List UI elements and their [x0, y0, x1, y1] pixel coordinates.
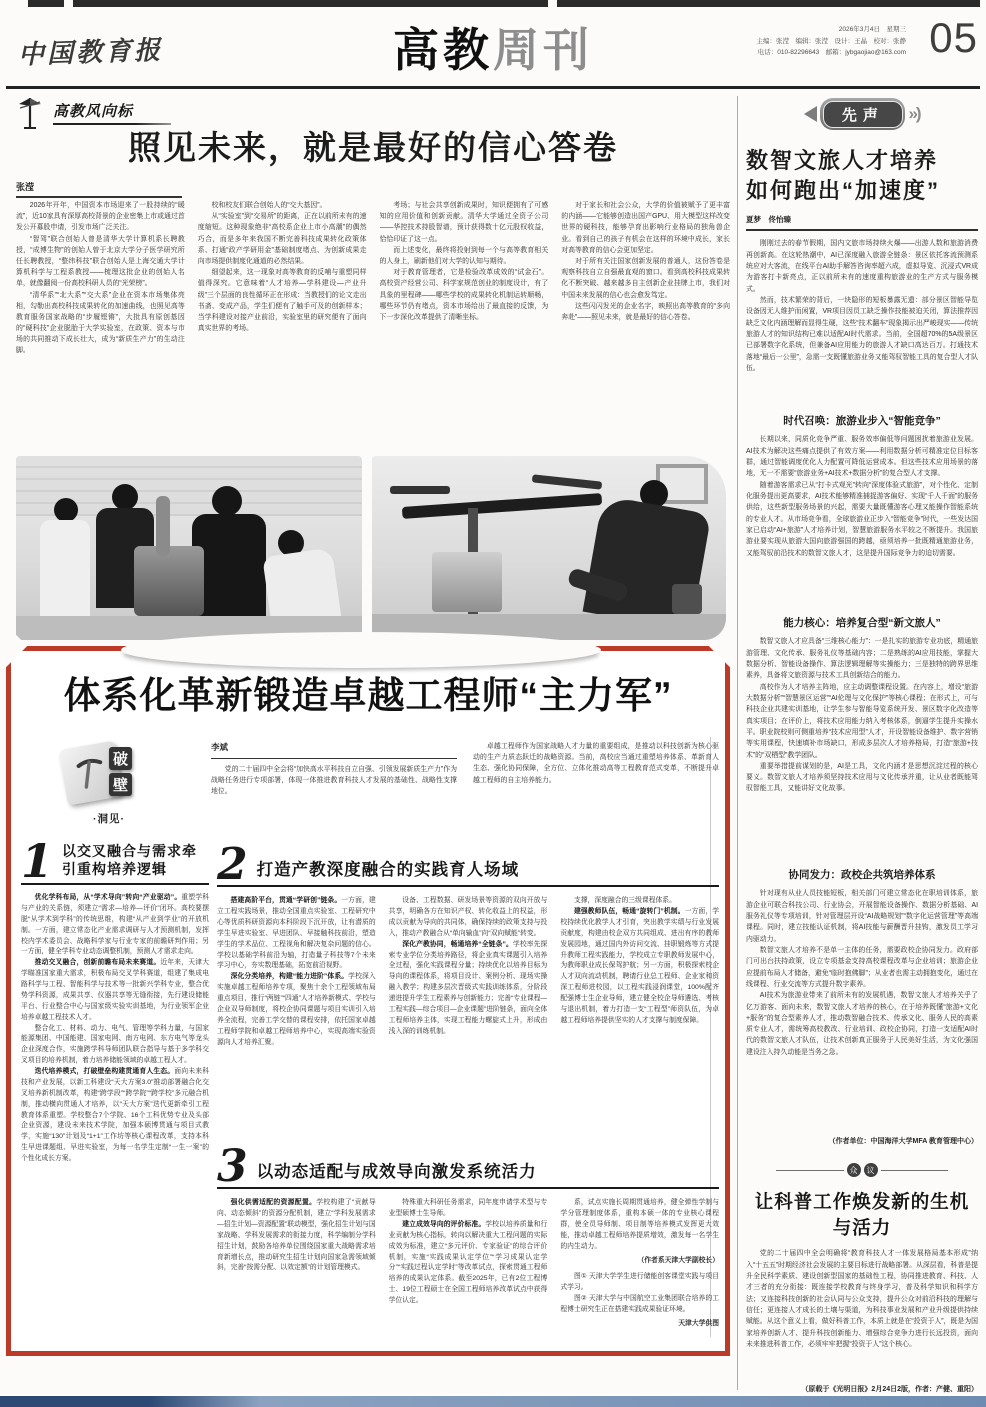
photo-equipment	[672, 584, 702, 614]
badge-label: 先声	[823, 101, 903, 128]
photo-equipment	[134, 546, 204, 616]
section-3-col-1: 强化供需适配的资源配置。学校构建了“贡献导向、动态倾斜”的资源分配机制，建立“学科发展需求—招生计划—资源配置”联动模型，强化招生计划与国家战略、学科发展需求的衔接力度，科学编制分学科招生计划，鼓励各培养单位围绕国家重大战略需求培育新增长点，推动研究生招生计划向国家急需领域倾斜，完善“按需分配、以效定额”的计划管理模式。	[217, 1199, 376, 1272]
divider-line	[776, 1170, 844, 1171]
xiansheng-badge	[746, 98, 978, 130]
badge-subtitle: ·洞见·	[93, 813, 125, 825]
section-3-columns	[217, 1198, 719, 1348]
photo-figure	[112, 484, 138, 510]
photo-figure	[54, 498, 78, 522]
feature-headline: 照见未来，就是最好的信心答卷	[128, 129, 618, 166]
section-1-heading	[21, 834, 209, 889]
sidebar-divider	[737, 96, 738, 1390]
newspaper-logo: 中国教育报	[17, 35, 164, 71]
feature-byline: 张滢	[16, 180, 182, 198]
section-3-heading	[217, 1141, 719, 1192]
sidebar-subhead-3: 协同发力：政校企共筑培养体系	[788, 869, 936, 882]
badge-characters	[109, 747, 132, 796]
weekly-title-main: 高教	[393, 24, 493, 76]
rule-gap	[548, 0, 557, 7]
divider-medallion: 众	[847, 1163, 861, 1177]
highlighted-article-box	[6, 646, 730, 1356]
sidebar-headline-line1: 数智文旅人才培养	[746, 148, 939, 173]
closing-paragraph: 系，试点实施长周期贯通培养，健全弹性学制与学分管理制度体系，重构本硕一体的专业核心课程群，使全员导师制、项目制等培养模式发挥更大效能，推动卓越工程师培养提质增效，激发每一名学生的内生动力。	[560, 1199, 719, 1250]
sidebar-section-2: 数智文旅人才应具备“三维核心能力”：一是扎实的旅游专业功底，精通旅游管理、文化传承、服务礼仪等基础内容；二是熟练的AI应用技能，掌握大数据分析、智能设备操作、算法逻辑理解等实操能力；三是独特的跨界思维素养，具备将文旅资源与技术工具创新结合的能力。 高校作为人才培养主阵地，应主动调整课程设置。在内容上，增设“旅游大数据分析”“智慧景区运营”“AI伦理与文化保护”等核心课程；在形式上，可与科技企业共建实训基地，让学生参与智能导览系统开发、景区数字化改造等真实项目；在评价上，将技术应用能力纳入考核体系，倒逼学生提升实操水平。职业院校则可侧重培养“技术应用型”人才，开设智能设备维护、数字营销等实用课程，快速填补市场缺口，形成多层次人才培养格局，打造“旅游+技术”的“双栖型”教学团队。 重要举措提前谋划的是，AI是工具，文化内涵才是思想沉淀过程的核心要义。数智文旅人才培养须坚持技术应用与文化传承并重，让从业者既能驾驭智能工具，又能讲好文化故事。	[746, 638, 978, 793]
badge-capsule	[820, 98, 905, 130]
contact-line: 电话：010-82296643 邮箱：jybgaojiao@163.com	[757, 49, 906, 57]
photo-rotor	[532, 474, 602, 489]
section-1	[21, 834, 209, 1371]
powall-badge	[57, 745, 161, 826]
bottom-bar	[0, 1394, 986, 1407]
sidebar-intro: 刚刚过去的春节假期，国内文旅市场持续火爆——出游人数和旅游消费再创新高。在这轮热潮中，AI已深度融入旅游全链条：景区依托客流预测系统应对大客流，在线平台AI助手解答咨询率超六成，虚拟导览、沉浸式VR成为游客打卡新亮点，正以前所未有的速度重构旅游业的生产方式与服务模式。 然而，技术繁荣的背后，一块隐形的短板暴露无遗：部分景区智能导览设备因无人维护而闲置，VR项目因员工缺乏操作技能被迫关闭，算法推荐因缺乏文化内涵理解而显得生硬，这些“技术翻车”现象揭示出严峻现实——传统旅游人才的知识结构已难以适配AI时代需求。当前，全国超70%的5A级景区已部署数字化系统，但兼备AI应用能力的旅游人才缺口高达百万。打通技术落地“最后一公里”，急需一支既懂旅游业务又能驾驭智能工具的复合型人才队伍。	[746, 240, 978, 372]
section-number: 1	[21, 834, 54, 889]
section-3	[217, 1141, 719, 1348]
speaker-icon	[804, 106, 817, 122]
intro-paragraph: 卓越工程师作为国家战略人才力量的重要组成，是推动以科技创新为核心驱动的生产力质态跃迁的战略资源。当前，高校应当通过重塑培养体系、革新育人生态、强化协同保障，全方位、立体化推动高等工程教育范式变革，不断提升卓越工程师的自主培养能力。	[473, 743, 719, 784]
section-number: 3	[217, 1141, 248, 1192]
divider-medallion: 议	[864, 1163, 878, 1177]
sidebar-section-1: 长期以来，同质化竞争严重、服务效率偏低等问题困扰着旅游业发展。AI技术为解决这些痛点提供了有效方案——利用数据分析可精准定位目标客群，通过智能调度优化人力配置可降低运营成本。但这些技术应用场景的落地，无一不需要“旅游业务+AI技术+数据分析”的复合型人才支撑。 随着游客需求已从“打卡式观光”转向“深度体验式旅游”，对个性化、定制化服务提出更高要求，AI技术能够精准捕捉游客偏好、实现“千人千面”的服务供给，这些新型服务场景的兴起，需要大量既懂游客心理又能操作智能系统的专业人才。从市场竞争看，全球旅游业正步入“智能竞争”时代，一些发达国家已启动“AI+旅游”人才培养计划，智慧旅游服务水平较之不断提升。我国旅游业要实现从旅游大国向旅游强国的跨越，亟须培养一批既精通旅游业务，又能驾驭前沿技术的数智文旅人才，这是提升国际竞争力的迫切需要。	[746, 436, 978, 557]
photo-credit: 天津大学供图	[678, 1319, 719, 1327]
pickaxe-icon	[71, 753, 110, 792]
masthead-info	[757, 24, 907, 59]
intro-paragraph: 党的二十届四中全会将“加快高水平科技自立自强、引领发展新质生产力”作为战略任务进行专项部署，体现一体推进教育科技人才发展的基础性、战略性支撑地位。	[211, 765, 457, 796]
section-2-col-1: 搭建高阶平台，贯通“学研创”链条。一方面，建立工程实践场景，推动全国重点实验室、工程研究中心等优质科研资源向本科阶段下沉开放，让有潜质的学生早进实验室、早进团队、早接触科技前沿，塑造学生的学术品位、工程视角和解决复杂问题的信心。学校以基础学科前沿为轴，打造量子科技等7个未来学习中心，夯实数理基础，拓宽前沿视野。 深化分类培养，构建“能力进阶”体系。学校深入实施卓越工程师培养专项，聚焦十余个工程领域布局重点项目，推行“两链”“四通”人才培养新模式、学校与企业双导师制度，将校企协同课题与项目实训引入培养全流程，完善工学交替的课程安排，依托国家卓越工程师学院和卓越工程师培养中心，实现高端实验资源向人才培养汇聚。	[217, 897, 376, 1046]
sidebar-headline	[746, 146, 978, 205]
section-title: 以动态适配与成效导向激发系统活力	[256, 1163, 537, 1182]
photo-drone-workshop	[372, 456, 726, 640]
section-2-heading	[217, 839, 719, 890]
photo-drone-arm	[402, 493, 602, 519]
main-article-headline: 体系化革新锻造卓越工程师“主力军”	[63, 675, 673, 716]
feature-column-1: 2026年开年，中国资本市场迎来了一股持续的“暖流”，近10家具有深厚高校背景的企业密集上市或通过首发公开募股申请，引发市场广泛关注。 “智驾”联合创始人曾是清华大学计算机系长聘教授，“成博生物”的创始人曾于北京大学分子医学研究所任长聘教授，“整纬科技”联合创始人是上海交通大学计算机科学与工程系教授——梳理这批企业的创始人名单，就像翻阅一份高校科研人员的“光荣榜”。 “清华系”“北大系”“交大系”企业在资本市场集体亮相，勾勒出高校科技成果转化的加速曲线，也照见高等教育服务国家战略的“步履铿锵”，大批具有原创基因的“硬科技”企业脱胎于大学实验室，在政策、资本与市场的共同推动下成长壮大，成为“新质生产力”的生动注脚。	[16, 202, 185, 355]
section-2-col-2: 设备、工程数据、研发场景等资源的双向开放与共享，明确各方在知识产权、转化收益上的权益，形成以贡献为导向的共同体，确保持续的政策支持与投入，推动产教融合从“单向输血”向“双向赋能”转变。 深化产教协同，畅通培养“全链条”。学校率先探索专业学位分类培养路径，将企业真实课题引入培养全过程，强化实践课程分量；持续优化以培养目标为导向的课程体系，将项目设计、案例分析、现场实操融入教学；构建多层次晋级式实践训练体系，分阶段递进提升学生工程素养与创新能力；完善“专业课程—工程实践—综合项目—企业课题”进阶链条，面向全体工程师培养主体，实现工程能力螺旋式上升，形成由浅入深的训练机制。	[388, 897, 548, 1035]
sound-waves-icon: »)	[908, 104, 920, 123]
section-2	[217, 839, 719, 1158]
section-title: 以交叉融合与需求牵引重构培养逻辑	[62, 843, 198, 877]
feature-column-4: 对于家长和社会公众，大学的价值被赋予了更丰富的内涵——它能够创造出国产GPU、用大模型这样改变世界的硬科技，能够孕育出影响行业格局的独角兽企业。看到自己的孩子有机会在这样的环境中成长，家长对高等教育的信心会更加坚定。 对于所有关注国家创新发展的普通人，这份答卷是观察科技自立自强最直观的窗口。看到高校科技成果转化不断突破、越来越多自主创新企业挂牌上市，我们对中国未来发展的信心也会愈发笃定。 这些闪闪发光的企业名字，映照出高等教育的“多向奔赴”——照见未来，就是最好的信心答卷。	[561, 202, 730, 321]
section-1-body: 优化学科布局，从“学术导向”转向“产业驱动”。重塑学科与产业的关系链，须建立“需求—培养—评价”闭环。高校要摆脱“从学术到学科”的传统思维，构建“从产业到学业”的开放机制。一方面，建立常态化产业需求调研与人才预测机制，发挥校内学术委员会、战略科学家与行业专家的前瞻研判作用；另一方面，健全学科专业动态调整机制，预测人才需求走向。 推动交叉融合，创新前瞻布局未来赛道。近年来，天津大学瞄准国家重大需求，积极布局交叉学科赛道，组建了集成电路科学与工程、智能科学与技术等一批新兴学科专业，整合优势学科资源，成果共享、仪器共享等无缝衔接，先行建设储能平台、行业整合中心与国家级实验实训基地，为行业领军企业培养卓越工程技术人才。 整合化工、材料、动力、电气、管理等学科力量，与国家能源集团、中国能建、国家电网、南方电网、东方电气等龙头企业深度合作，实施跨学科导师团队联合指导与基于多学科交叉项目的培养机制，着力培养储能领域的卓越工程人才。 迭代培养模式，打破壁垒构建贯通育人生态。面向未来科技和产业发展，以新工科建设“天大方案3.0”推动部署融合化交叉培养新机制改革，构建“跨学段”“跨学院”“跨学校”多元融合机制，推动横向贯通人才培养，以“天大方案”迭代更新牵引工程教育体系重塑。学校整合7个学院、16个工科优势专业及头部企业资源，建设未来技术学院，加强本硕博贯通与项目式教学，实施“130”计划及“1+1”工作坊等核心课程改革，支持本科生早进课题组、早进实验室，为每一名学生定制“一生一案”的个性化成长方案。	[21, 894, 209, 1162]
sidebar-subhead-1: 时代召唤：旅游业步入“智能竞争”	[783, 415, 941, 428]
page-number: 05	[929, 14, 978, 61]
photo-printer	[432, 552, 502, 612]
date-line: 2026年3月4日 星期三	[838, 26, 906, 33]
bottom-article-headline: 让科普工作焕发新的生机与活力	[754, 1191, 970, 1239]
intro-right-column	[473, 741, 719, 797]
section-3-col-3	[560, 1198, 719, 1348]
sidebar	[746, 98, 978, 1394]
masthead-rule	[6, 86, 980, 89]
photo-equipment	[156, 496, 170, 556]
section-3-col-2: 特殊重大科研任务需求，同年度申请学术型与专业型硕博士生导师。 建立成效导向的评价标准。学校以培养质量和行业贡献为核心指标，转向以解决重大工程问题的实际成效为标准，建立“多元评价、专家验证”的综合评价机制，实施“实践成果认定学位”“学习成果认定学分”“实践过程认定学时”等改革试点，探索贯通工程师培养的成果认定体系。截至2025年，已有2位工程博士、19位工程硕士在全国工程师培养改革试点中获得学位认定。	[388, 1199, 548, 1305]
main-article-byline: 李斌	[211, 741, 457, 759]
sidebar-byline: 夏梦 佟怡臻	[746, 214, 978, 231]
photo-caption-2: 图② 天津大学与中国航空工业集团联合培养的工程博士研究生正在搭建实践成果验证环境。	[560, 1295, 719, 1314]
top-rule	[28, 0, 980, 7]
rule-gap	[64, 0, 73, 7]
zhongyi-divider	[776, 1163, 948, 1177]
feature-body	[16, 200, 730, 448]
section-2-columns	[217, 896, 719, 1158]
sidebar-section-3: 针对现有从业人员技能短板，相关部门可建立常态化在职培训体系，旅游企业可联合科技公司、行业协会，开展智能设备操作、数据分析基础、AI服务礼仪等专项培训，针对管理层开设“AI战略规划”“数字化运营管理”等高端课程。同时，建立技能认证机制，将AI技能与薪酬晋升挂钩，激发员工学习内驱动力。 数智文旅人才培养不是单一主体的任务，需要政校企协同发力。政府部门可出台扶持政策，设立专项基金支持高校课程改革与企业培训；旅游企业应提前布局人才储备，避免“临时抱佛脚”；从业者也需主动拥抱变化，通过在线课程、行业交流等方式提升数字素养。 AI技术为旅游业带来了前所未有的发展机遇，数智文旅人才培养关乎了亿万游客、面向未来，数智文旅人才培养的核心，在于培养既懂“旅游+文化+服务”的复合型素养人才，推动数智融合技术、传承文化、服务人民的高素质专业人才，需统筹高校教改、行业培训、政校企协同，打造一支适配AI时代的数智文旅人才队伍，让技术创新真正服务于人民美好生活，为文化强国建设注入持久动能是当务之急。	[746, 890, 978, 1056]
sidebar-subhead-2: 能力核心：培养复合型“新文旅人”	[783, 617, 941, 630]
feature-column-3: 考场；与社会共享创新成果时，知识便拥有了可感知的应用价值和创新贡献。清华大学通过全资子公司——华控技术持股智谱，预计获得数十亿元股权收益，恰恰印证了这一点。 而上述变化，最终将投射到每一个与高等教育相关的人身上，刷新他们对大学的认知与期待。 对于教育管理者，它是检验改革成效的“试金石”。高校资产经营公司、科学家规范创业的制度设计，有了具象的里程碑——哪些学校的成果转化机制运转顺畅，哪些环节仍有堵点，资本市场给出了最直接的反馈，为下一步深化改革提供了清晰坐标。	[379, 202, 549, 321]
feature-badge-label: 高教风向标	[53, 103, 134, 120]
badge-char: 壁	[109, 773, 132, 796]
bottom-article-body: 党的二十届四中全会明确将“教育科技人才一体发展格局基本形成”纳入“十五五”时期经济社会发展的主要目标进行战略部署。从深层看，科普是提升全民科学素质、建设创新型国家的基础性工程，协同推进教育、科技、人才三者的充分衔接：既连接学校教育与终身学习，普及科学知识和科学方法；又连接科技创新的社会认同与公众支持，提升公众对前沿科技的理解与信任；更连接人才成长的土壤与渠道，为科技事业发展和产业升级提供持续赋能。从这个意义上看，做好科普工作，本质上就是在“投资于人”，既是为国家培养创新人才、提升科技创新能力、增强综合竞争力进行长远投资，面向未来推进科普工作，必须牢牢把握“投资于人”这个核心。	[746, 1250, 978, 1348]
photo-caption-1: 图① 天津大学学生进行储能创客课堂实践与项目式学习。	[560, 1273, 719, 1292]
bottom-article-attribution: （原载于《光明日报》2月24日2版，作者：产健、重阳）	[801, 1386, 978, 1394]
photo-students-lab	[16, 456, 362, 640]
divider-line	[881, 1170, 949, 1171]
badge-char: 破	[109, 747, 132, 770]
intro-left-column	[211, 741, 457, 797]
sidebar-attribution: （作者单位：中国海洋大学MFA 教育管理中心）	[828, 1138, 978, 1146]
page-curl	[121, 632, 601, 668]
author-note: （作者系天津大学副校长）	[637, 1256, 719, 1264]
sidebar-headline-line2: 如何跑出“加速度”	[746, 177, 941, 203]
main-article-intro	[211, 741, 719, 797]
section-title: 打造产教深度融合的实践育人场域	[256, 861, 520, 880]
section-2-col-3: 支撑，深度融合的三级课程体系。 建强教师队伍，畅通“旋转门”机制。一方面，学校持续优化教学人才引育，突出教学实绩与行业发展贡献度，构建由校企双方共同组成、进出有序的教师发展园地，通过国内外访问交流、挂职锻炼等方式提升教师工程实践能力，学校成立专职教师发展中心，为教师职业成长保驾护航；另一方面，积极探索校企人才双向流动机制，聘请行业总工程师、企业家和资深工程师进校园，以工程实践浸润课堂，100%配齐配强博士生企业导师，建立健全校企导师遴选、考核与退出机制，着力打造一支“工程型”师资队伍，为卓越工程师培养提供坚实的人才支撑与制度保障。	[560, 897, 719, 1024]
photo-figure	[212, 486, 242, 516]
feature-column-2: 校和校友们联合创始人的“交大基因”。 从“实验室”到“交易所”的距离，正在以前所未有的速度缩短。这种现象绝非“高校系企业上市小高潮”的偶然巧合，而是多年来我国不断完善科技成果转化政策体系、打通“政产学研用金”基础制度堵点、为创新成果走向市场提供制度化通道的必然结果。 细望起来，这一现象对高等教育的反哺与重塑同样值得深究。它意味着“人才培养—学科建设—产业升级”三个层面的良性循环正在形成：当教授们的论文走出书斋、变成产品，学生们便有了触手可及的创新样本；当学科建设对接产业前沿，实验室里的研究便有了面向真实世界的考场。	[197, 202, 367, 333]
section-number: 2	[217, 839, 248, 890]
weekly-title-sub: 周刊	[493, 24, 593, 76]
staff-line: 主编：张滢 编辑：张滢 设计：王晶 校对：张静	[756, 37, 906, 45]
photo-rotor	[390, 486, 450, 494]
